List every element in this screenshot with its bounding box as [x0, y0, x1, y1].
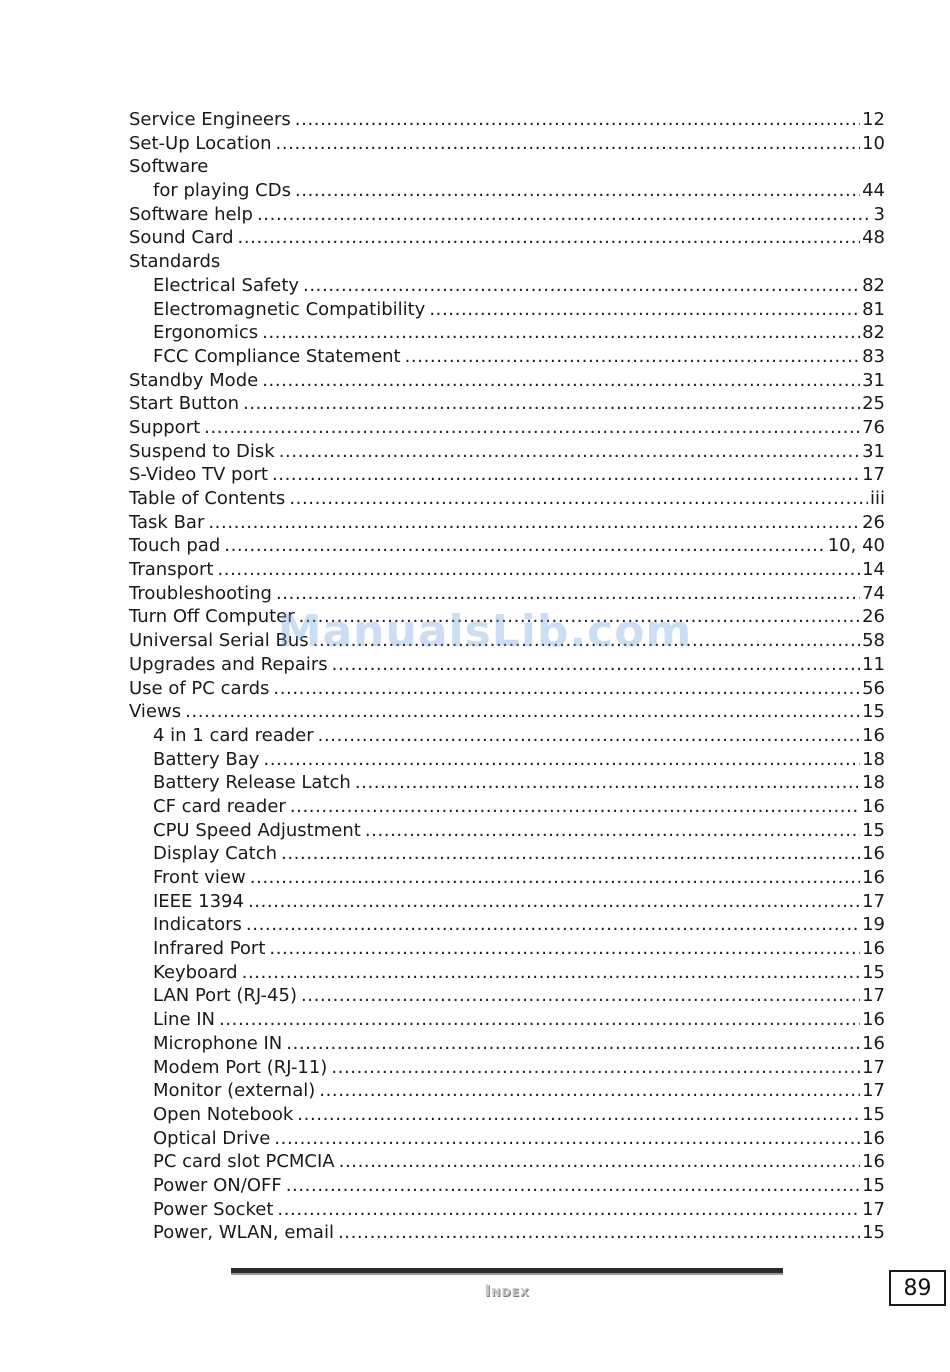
dot-leader — [313, 629, 860, 653]
index-term: Task Bar — [129, 511, 205, 533]
index-subentry — [129, 1127, 885, 1151]
index-subentry — [129, 298, 885, 322]
index-page-ref: 26 — [862, 606, 885, 628]
index-subentry — [129, 984, 885, 1008]
index-page-ref: 19 — [862, 914, 885, 936]
index-term: Battery Release Latch — [153, 772, 351, 794]
index-term: Support — [129, 416, 201, 438]
index-subentry — [129, 771, 885, 795]
dot-leader — [405, 345, 860, 369]
index-term: Power, WLAN, email — [153, 1222, 334, 1244]
dot-leader — [274, 1127, 860, 1151]
dot-leader — [281, 842, 860, 866]
index-entry — [129, 677, 885, 701]
index-page-ref: 58 — [862, 630, 885, 652]
index-term: CF card reader — [153, 795, 286, 817]
index-page-ref: 16 — [862, 1032, 885, 1054]
index-term: S-Video TV port — [129, 464, 268, 486]
index-entry — [129, 369, 885, 393]
dot-leader — [224, 534, 825, 558]
page-number: 89 — [889, 1270, 946, 1306]
index-entry — [129, 629, 885, 653]
dot-leader — [242, 961, 860, 985]
index-page-ref: 16 — [862, 843, 885, 865]
index-term: Electromagnetic Compatibility — [153, 298, 426, 320]
footer-rule — [231, 1268, 783, 1275]
index-subentry — [129, 1056, 885, 1080]
index-page-ref: 16 — [862, 1009, 885, 1031]
index-page-ref: 31 — [862, 440, 885, 462]
dot-leader — [301, 984, 860, 1008]
index-subentry — [129, 321, 885, 345]
index-page-ref: 17 — [862, 1080, 885, 1102]
dot-leader — [269, 937, 860, 961]
index-term: Power ON/OFF — [153, 1174, 282, 1196]
index-entry — [129, 605, 885, 629]
index-term: Standby Mode — [129, 369, 259, 391]
dot-leader — [332, 653, 860, 677]
dot-leader — [243, 392, 860, 416]
index-term: Ergonomics — [153, 322, 259, 344]
index-subentry — [129, 795, 885, 819]
dot-leader — [299, 605, 860, 629]
index-page-ref: 11 — [862, 653, 885, 675]
index-page-ref: 18 — [862, 772, 885, 794]
index-page-ref: 48 — [862, 227, 885, 249]
index-term: Views — [129, 701, 182, 723]
dot-leader — [286, 1174, 860, 1198]
index-page-ref: 3 — [873, 203, 885, 225]
index-subentry — [129, 937, 885, 961]
index-page-ref: 81 — [862, 298, 885, 320]
dot-leader — [295, 108, 860, 132]
index-list — [129, 108, 885, 1245]
index-page-ref: 26 — [862, 511, 885, 533]
index-entry — [129, 582, 885, 606]
dot-leader — [208, 511, 860, 535]
index-term: Troubleshooting — [129, 582, 272, 604]
index-page-ref: 17 — [862, 985, 885, 1007]
dot-leader — [272, 463, 860, 487]
index-term: Universal Serial Bus — [129, 630, 309, 652]
index-term: Modem Port (RJ-11) — [153, 1056, 328, 1078]
dot-leader — [295, 179, 860, 203]
dot-leader — [338, 1221, 860, 1245]
index-page-ref: 16 — [862, 867, 885, 888]
dot-leader — [319, 1079, 860, 1103]
index-term: Open Notebook — [153, 1103, 294, 1125]
index-page-ref: 17 — [862, 1056, 885, 1078]
index-page-ref: 12 — [862, 109, 885, 130]
index-entry — [129, 416, 885, 440]
index-term: Transport — [129, 559, 214, 581]
index-subentry — [129, 274, 885, 298]
index-entry — [129, 132, 885, 156]
index-entry — [129, 511, 885, 535]
index-subentry — [129, 961, 885, 985]
dot-leader — [303, 274, 860, 298]
dot-leader — [339, 1150, 860, 1174]
index-term: Table of Contents — [129, 488, 286, 509]
index-term: Touch pad — [129, 535, 221, 557]
index-entry — [129, 440, 885, 464]
index-page-ref: iii — [869, 488, 885, 509]
index-subentry — [129, 1079, 885, 1103]
index-term: Upgrades and Repairs — [129, 653, 328, 675]
dot-leader — [297, 1103, 860, 1127]
index-page-ref: 15 — [862, 1103, 885, 1125]
index-entry — [129, 653, 885, 677]
index-entry — [129, 534, 885, 558]
index-entry — [129, 392, 885, 416]
index-term: Battery Bay — [153, 748, 260, 770]
dot-leader — [250, 866, 860, 890]
index-entry — [129, 226, 885, 250]
index-page-ref: 74 — [862, 582, 885, 604]
watermark: ManualsLib.com — [277, 606, 693, 657]
dot-leader — [355, 771, 860, 795]
index-subentry — [129, 1032, 885, 1056]
index-term: for playing CDs — [153, 180, 291, 202]
index-term: Software help — [129, 203, 253, 225]
index-page-ref: 44 — [862, 180, 885, 202]
dot-leader — [217, 558, 860, 582]
dot-leader — [262, 321, 860, 345]
index-entry — [129, 155, 885, 179]
index-subentry — [129, 345, 885, 369]
index-entry — [129, 203, 885, 227]
index-term: Start Button — [129, 393, 239, 415]
index-entry — [129, 250, 885, 274]
dot-leader — [318, 724, 860, 748]
footer-section-label: Index — [484, 1281, 530, 1300]
index-page-ref: 16 — [862, 795, 885, 817]
index-term: Use of PC cards — [129, 677, 270, 699]
dot-leader — [289, 487, 868, 511]
dot-leader — [290, 795, 860, 819]
index-page-ref: 15 — [862, 701, 885, 723]
dot-leader — [273, 677, 860, 701]
dot-leader — [248, 890, 860, 914]
index-term: 4 in 1 card reader — [153, 724, 314, 746]
index-page-ref: 16 — [862, 1127, 885, 1149]
index-subentry — [129, 819, 885, 843]
index-term: IEEE 1394 — [153, 890, 244, 912]
dot-leader — [262, 369, 860, 393]
index-page-ref: 82 — [862, 322, 885, 344]
index-page-ref: 14 — [862, 559, 885, 581]
index-term: Suspend to Disk — [129, 440, 275, 462]
dot-leader — [219, 1008, 860, 1032]
index-subentry — [129, 866, 885, 890]
index-term: Microphone IN — [153, 1032, 283, 1054]
index-subentry — [129, 724, 885, 748]
dot-leader — [204, 416, 860, 440]
index-term: FCC Compliance Statement — [153, 345, 401, 367]
index-term: Keyboard — [153, 961, 238, 983]
index-term: Electrical Safety — [153, 274, 300, 296]
index-page-ref: 15 — [862, 1174, 885, 1196]
index-subentry — [129, 179, 885, 203]
dot-leader — [276, 582, 860, 606]
index-term: Turn Off Computer — [129, 606, 295, 628]
index-term: Sound Card — [129, 227, 234, 249]
index-subentry — [129, 1008, 885, 1032]
dot-leader — [279, 440, 860, 464]
index-page-ref: 16 — [862, 1151, 885, 1173]
index-entry — [129, 700, 885, 724]
index-term: PC card slot PCMCIA — [153, 1151, 335, 1173]
index-page-ref: 56 — [862, 677, 885, 699]
dot-leader — [286, 1032, 860, 1056]
index-page-ref: 82 — [862, 274, 885, 296]
index-subentry — [129, 842, 885, 866]
index-subentry — [129, 913, 885, 937]
index-term: LAN Port (RJ-45) — [153, 985, 297, 1007]
index-page-ref: 17 — [862, 464, 885, 486]
index-page-ref: 17 — [862, 890, 885, 912]
index-term: Standards — [129, 251, 221, 273]
index-subentry — [129, 1221, 885, 1245]
index-term: Infrared Port — [153, 938, 266, 960]
index-page-ref: 10, 40 — [827, 535, 885, 557]
index-page-ref: 15 — [862, 1222, 885, 1244]
index-entry — [129, 558, 885, 582]
dot-leader — [277, 1198, 860, 1222]
index-term: Software — [129, 156, 209, 178]
index-term: CPU Speed Adjustment — [153, 819, 361, 841]
index-subentry — [129, 1198, 885, 1222]
index-term: Monitor (external) — [153, 1080, 316, 1102]
dot-leader — [429, 298, 860, 322]
index-subentry — [129, 1103, 885, 1127]
dot-leader — [263, 748, 860, 772]
index-term: Set-Up Location — [129, 132, 272, 154]
index-term: Optical Drive — [153, 1127, 271, 1149]
index-page-ref: 31 — [862, 369, 885, 391]
index-page-ref: 17 — [862, 1198, 885, 1220]
index-term: Line IN — [153, 1009, 216, 1031]
index-page-ref: 76 — [862, 416, 885, 438]
dot-leader — [331, 1056, 860, 1080]
index-entry — [129, 108, 885, 132]
index-page-ref: 16 — [862, 724, 885, 746]
index-page-ref: 10 — [862, 132, 885, 154]
index-term: Power Socket — [153, 1198, 274, 1220]
dot-leader — [185, 700, 860, 724]
index-term: Indicators — [153, 914, 242, 936]
index-subentry — [129, 1174, 885, 1198]
index-page-ref: 15 — [862, 961, 885, 983]
index-term: Display Catch — [153, 843, 278, 865]
dot-leader — [246, 913, 860, 937]
dot-leader — [257, 203, 872, 227]
index-page-ref: 15 — [862, 819, 885, 841]
dot-leader — [365, 819, 860, 843]
index-term: Service Engineers — [129, 109, 291, 130]
index-page-ref: 25 — [862, 393, 885, 415]
index-entry — [129, 487, 885, 511]
dot-leader — [276, 132, 861, 156]
index-subentry — [129, 890, 885, 914]
index-subentry — [129, 1150, 885, 1174]
index-subentry — [129, 748, 885, 772]
index-term: Front view — [153, 867, 246, 888]
dot-leader — [238, 226, 861, 250]
index-entry — [129, 463, 885, 487]
index-page-ref: 83 — [862, 345, 885, 367]
index-page-ref: 16 — [862, 938, 885, 960]
index-page-ref: 18 — [862, 748, 885, 770]
